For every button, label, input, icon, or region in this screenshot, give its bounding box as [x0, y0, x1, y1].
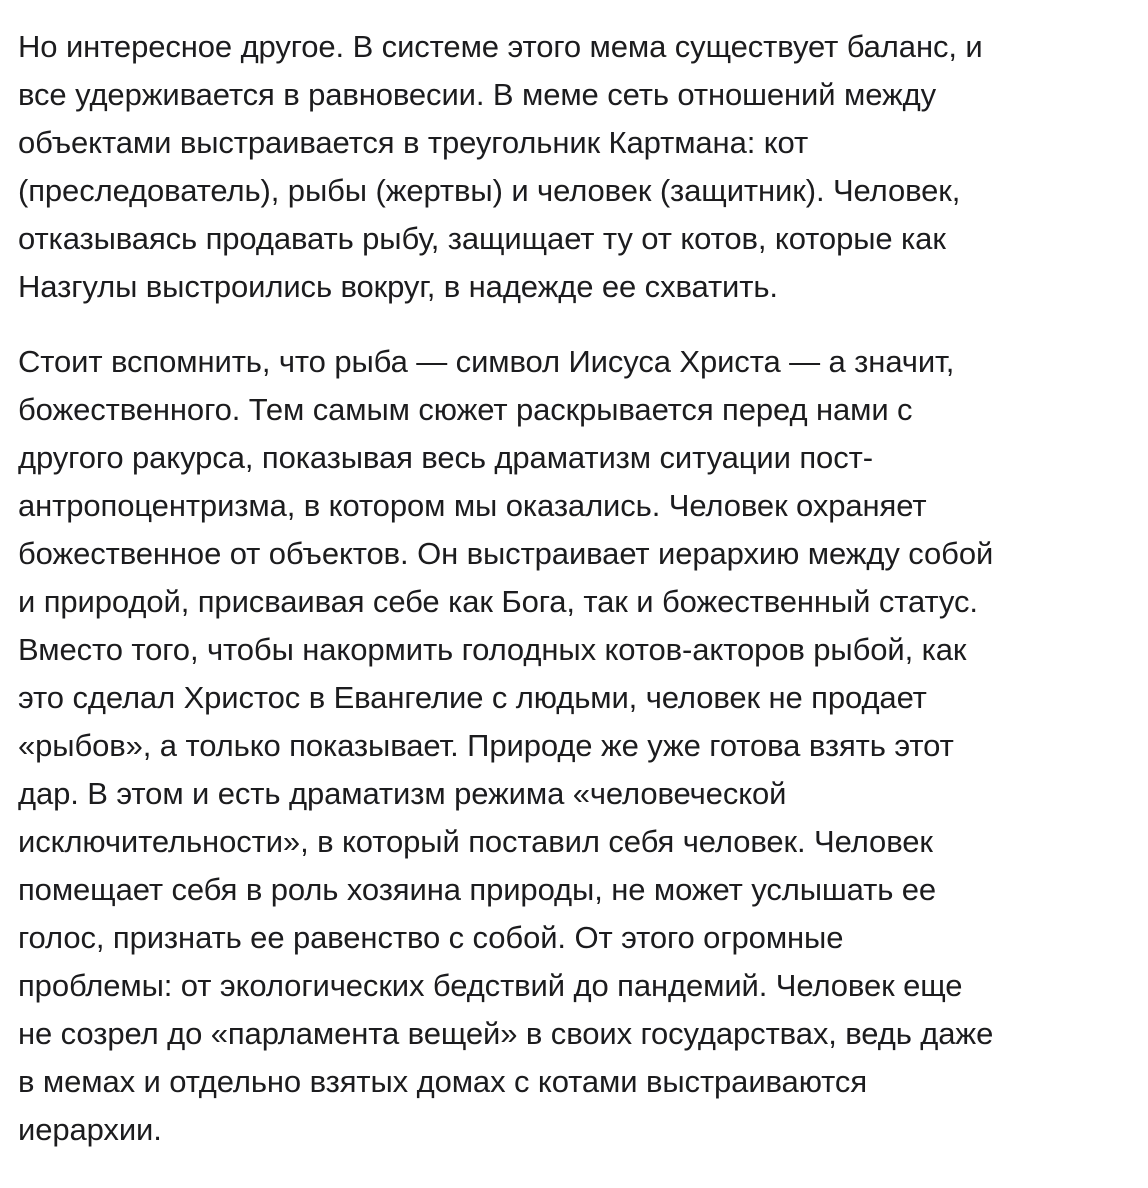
text-line: (преследователь), рыбы (жертвы) и человек (защитник). Человек, — [18, 173, 961, 208]
text-line: божественное от объектов. Он выстраивает иерархию между собой — [18, 536, 994, 571]
text-line: голос, признать ее равенство с собой. От этого огромные — [18, 920, 844, 955]
text-line: отказываясь продавать рыбу, защищает ту от котов, которые как — [18, 221, 946, 256]
text-line: «рыбов», а только показывает. Природе же уже готова взять этот — [18, 728, 954, 763]
text-line: Стоит вспомнить, что рыба — символ Иисуса Христа — а значит, — [18, 344, 955, 379]
text-line: Вместо того, чтобы накормить голодных котов-акторов рыбой, как — [18, 632, 967, 667]
text-line: исключительности», в который поставил себя человек. Человек — [18, 824, 933, 859]
text-line: дар. В этом и есть драматизм режима «человеческой — [18, 776, 787, 811]
text-line: помещает себя в роль хозяина природы, не может услышать ее — [18, 872, 937, 907]
text-line: все удерживается в равновесии. В меме сеть отношений между — [18, 77, 937, 112]
text-line: Назгулы выстроились вокруг, в надежде ее схватить. — [18, 269, 778, 304]
text-line: это сделал Христос в Евангелие с людьми, человек не продает — [18, 680, 927, 715]
paragraph-2 — [18, 338, 993, 1154]
text-line: иерархии. — [18, 1112, 162, 1147]
paragraph-1 — [18, 23, 983, 311]
text-line: и природой, присваивая себе как Бога, так и божественный статус. — [18, 584, 978, 619]
text-line: проблемы: от экологических бедствий до пандемий. Человек еще — [18, 968, 963, 1003]
text-line: в мемах и отдельно взятых домах с котами выстраиваются — [18, 1064, 868, 1099]
text-line: другого ракурса, показывая весь драматизм ситуации пост- — [18, 440, 873, 475]
text-line: объектами выстраивается в треугольник Картмана: кот — [18, 125, 809, 160]
text-line: не созрел до «парламента вещей» в своих государствах, ведь даже — [18, 1016, 994, 1051]
text-line: божественного. Тем самым сюжет раскрывается перед нами с — [18, 392, 913, 427]
text-line: Но интересное другое. В системе этого мема существует баланс, и — [18, 29, 983, 64]
text-line: антропоцентризма, в котором мы оказались. Человек охраняет — [18, 488, 927, 523]
